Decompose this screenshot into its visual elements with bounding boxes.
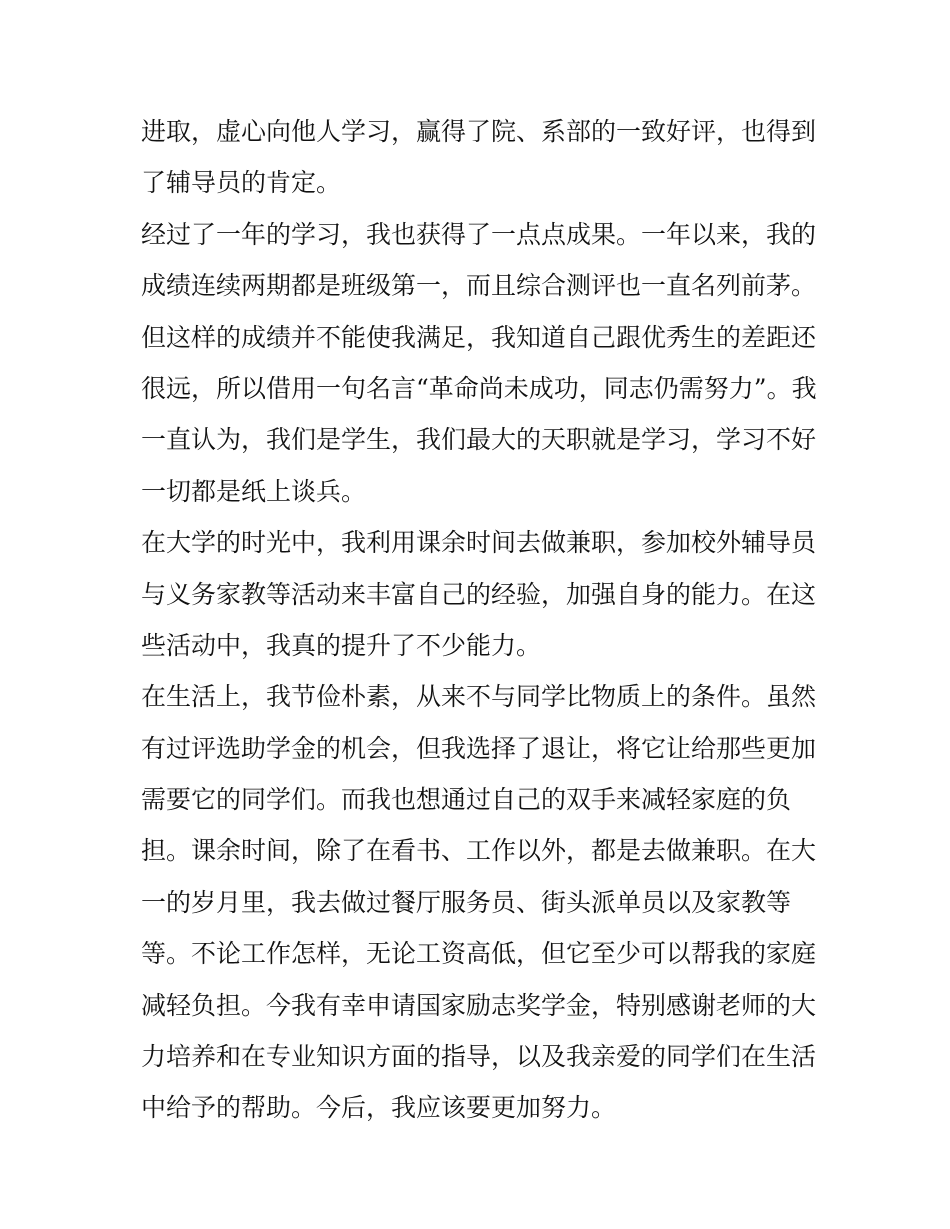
text-line: 有过评选助学金的机会，但我选择了退让，将它让给那些更加 — [141, 733, 817, 763]
text-line: 在大学的时光中，我利用课余时间去做兼职，参加校外辅导员 — [141, 528, 817, 558]
text-line: 经过了一年的学习，我也获得了一点点成果。一年以来，我的 — [141, 219, 817, 249]
text-line: 担。课余时间，除了在看书、工作以外，都是去做兼职。在大 — [141, 836, 817, 866]
text-line: 中给予的帮助。今后，我应该要更加努力。 — [141, 1093, 617, 1123]
text-line: 成绩连续两期都是班级第一，而且综合测评也一直名列前茅。 — [141, 271, 817, 301]
text-line: 很远，所以借用一句名言“革命尚未成功，同志仍需努力”。我 — [141, 373, 817, 403]
text-line: 进取，虚心向他人学习，赢得了院、系部的一致好评，也得到 — [141, 117, 817, 146]
text-line: 在生活上，我节俭朴素，从来不与同学比物质上的条件。虽然 — [141, 682, 817, 712]
text-line: 一的岁月里，我去做过餐厅服务员、街头派单员以及家教等 — [141, 887, 792, 917]
text-line: 一直认为，我们是学生，我们最大的天职就是学习，学习不好 — [141, 425, 817, 455]
text-line: 等。不论工作怎样，无论工资高低，但它至少可以帮我的家庭 — [141, 939, 817, 969]
text-line: 些活动中，我真的提升了不少能力。 — [141, 630, 542, 660]
body-text — [141, 106, 821, 1134]
text-line: 与义务家教等活动来丰富自己的经验，加强自身的能力。在这 — [141, 579, 817, 609]
text-line: 减轻负担。今我有幸申请国家励志奖学金，特别感谢老师的大 — [141, 990, 817, 1020]
text-line: 但这样的成绩并不能使我满足，我知道自己跟优秀生的差距还 — [141, 322, 817, 352]
text-line: 力培养和在专业知识方面的指导，以及我亲爱的同学们在生活 — [141, 1042, 817, 1072]
text-line: 一切都是纸上谈兵。 — [141, 476, 367, 506]
text-line: 了辅导员的肯定。 — [141, 168, 342, 198]
text-line: 需要它的同学们。而我也想通过自己的双手来减轻家庭的负 — [141, 785, 792, 815]
